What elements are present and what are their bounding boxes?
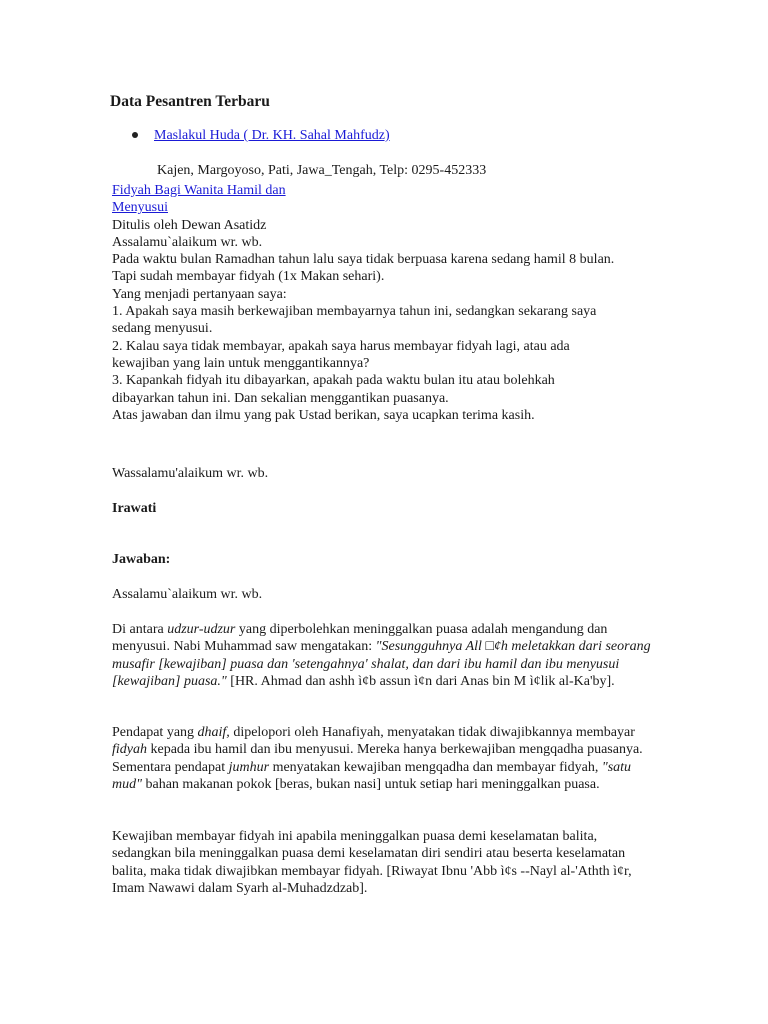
- question-line: sedang menyusui.: [112, 321, 213, 337]
- p1-hadith-quote: "Sesungguhnya All □¢h meletakkan dari seorang musafir [kewajiban] puasa dan 'setengahnya' shalat, dan dari ibu hamil dan ibu menyusui [kewajiban] puasa.": [112, 639, 651, 689]
- p2-italic: jumhur: [228, 759, 270, 775]
- question-line: kewajiban yang lain untuk menggantikannya?: [112, 355, 370, 371]
- p2-italic: "satu mud": [112, 759, 632, 792]
- pesantren-list-item: [132, 128, 390, 144]
- p1-text: Di antara: [112, 622, 168, 637]
- article-title-link-line2[interactable]: Menyusui: [112, 200, 168, 216]
- pesantren-address: Kajen, Margoyoso, Pati, Jawa_Tengah, Telp: 0295-452333: [157, 163, 487, 178]
- question-line: 2. Kalau saya tidak membayar, apakah saya harus membayar fidyah lagi, atau ada: [112, 338, 570, 354]
- p1-text: yang diperbolehkan meninggalkan puasa adalah mengandung dan menyusui. Nabi Muhammad saw mengatakan:: [112, 622, 608, 655]
- answer-paragraph-3: Kewajiban membayar fidyah ini apabila meninggalkan puasa demi keselamatan balita, sedangkan bila meninggalkan puasa demi keselamatan diri sendiri atau beserta keselamatan balita, maka tidak diwajibkan membayar fidyah. [Riwayat Ibnu 'Abb ì¢s --Nayl al-'Athth ì¢r, Imam Nawawi dalam Syarh al-Muhadzdzab].: [112, 829, 632, 896]
- p1-text: [HR. Ahmad dan ashh ì¢b assun ì¢n dari Anas bin M ì¢lik al-Ka'by].: [226, 673, 615, 689]
- answer-paragraph-1: [112, 621, 652, 690]
- p2-text: kepada ibu hamil dan ibu menyusui. Mereka hanya berkewajiban mengqadha puasanya. Sementara pendapat: [112, 742, 643, 775]
- question-line: Yang menjadi pertanyaan saya:: [112, 286, 287, 302]
- question-line: 3. Kapankah fidyah itu dibayarkan, apakah pada waktu bulan itu atau bolehkah: [112, 373, 555, 389]
- article-header: [112, 182, 652, 424]
- pesantren-link[interactable]: Maslakul Huda ( Dr. KH. Sahal Mahfudz): [154, 128, 390, 143]
- p2-text: bahan makanan pokok [beras, bukan nasi] untuk setiap hari meninggalkan puasa.: [142, 776, 600, 792]
- page-heading: Data Pesantren Terbaru: [110, 93, 270, 110]
- article-author: Ditulis oleh Dewan Asatidz: [112, 217, 267, 233]
- question-line: Atas jawaban dan ilmu yang pak Ustad berikan, saya ucapkan terima kasih.: [112, 407, 535, 423]
- answer-label: Jawaban:: [112, 552, 171, 567]
- question-line: Pada waktu bulan Ramadhan tahun lalu saya tidak berpuasa karena sedang hamil 8 bulan.: [112, 252, 615, 268]
- question-line: Tapi sudah membayar fidyah (1x Makan sehari).: [112, 269, 385, 285]
- p1-italic: udzur-udzur: [167, 622, 236, 637]
- p2-text: dipelopori oleh Hanafiyah, menyatakan tidak diwajibkannya membayar: [229, 725, 635, 740]
- p2-text: menyatakan kewajiban mengqadha dan membayar fidyah,: [269, 759, 602, 775]
- question-salam: Assalamu`alaikum wr. wb.: [112, 234, 263, 250]
- question-closing: Wassalamu'alaikum wr. wb.: [112, 466, 269, 481]
- p2-italic: fidyah: [112, 742, 147, 758]
- p2-italic: dhaif,: [197, 725, 230, 740]
- p2-text: Pendapat yang: [112, 725, 198, 740]
- answer-salam: Assalamu`alaikum wr. wb.: [112, 587, 263, 602]
- question-line: dibayarkan tahun ini. Dan sekalian menggantikan puasanya.: [112, 390, 449, 406]
- question-sender: Irawati: [112, 501, 157, 516]
- bullet-icon: [132, 132, 138, 138]
- question-line: 1. Apakah saya masih berkewajiban membayarnya tahun ini, sedangkan sekarang saya: [112, 304, 597, 320]
- answer-paragraph-2: [112, 724, 652, 793]
- article-title-link-line1[interactable]: Fidyah Bagi Wanita Hamil dan: [112, 183, 286, 198]
